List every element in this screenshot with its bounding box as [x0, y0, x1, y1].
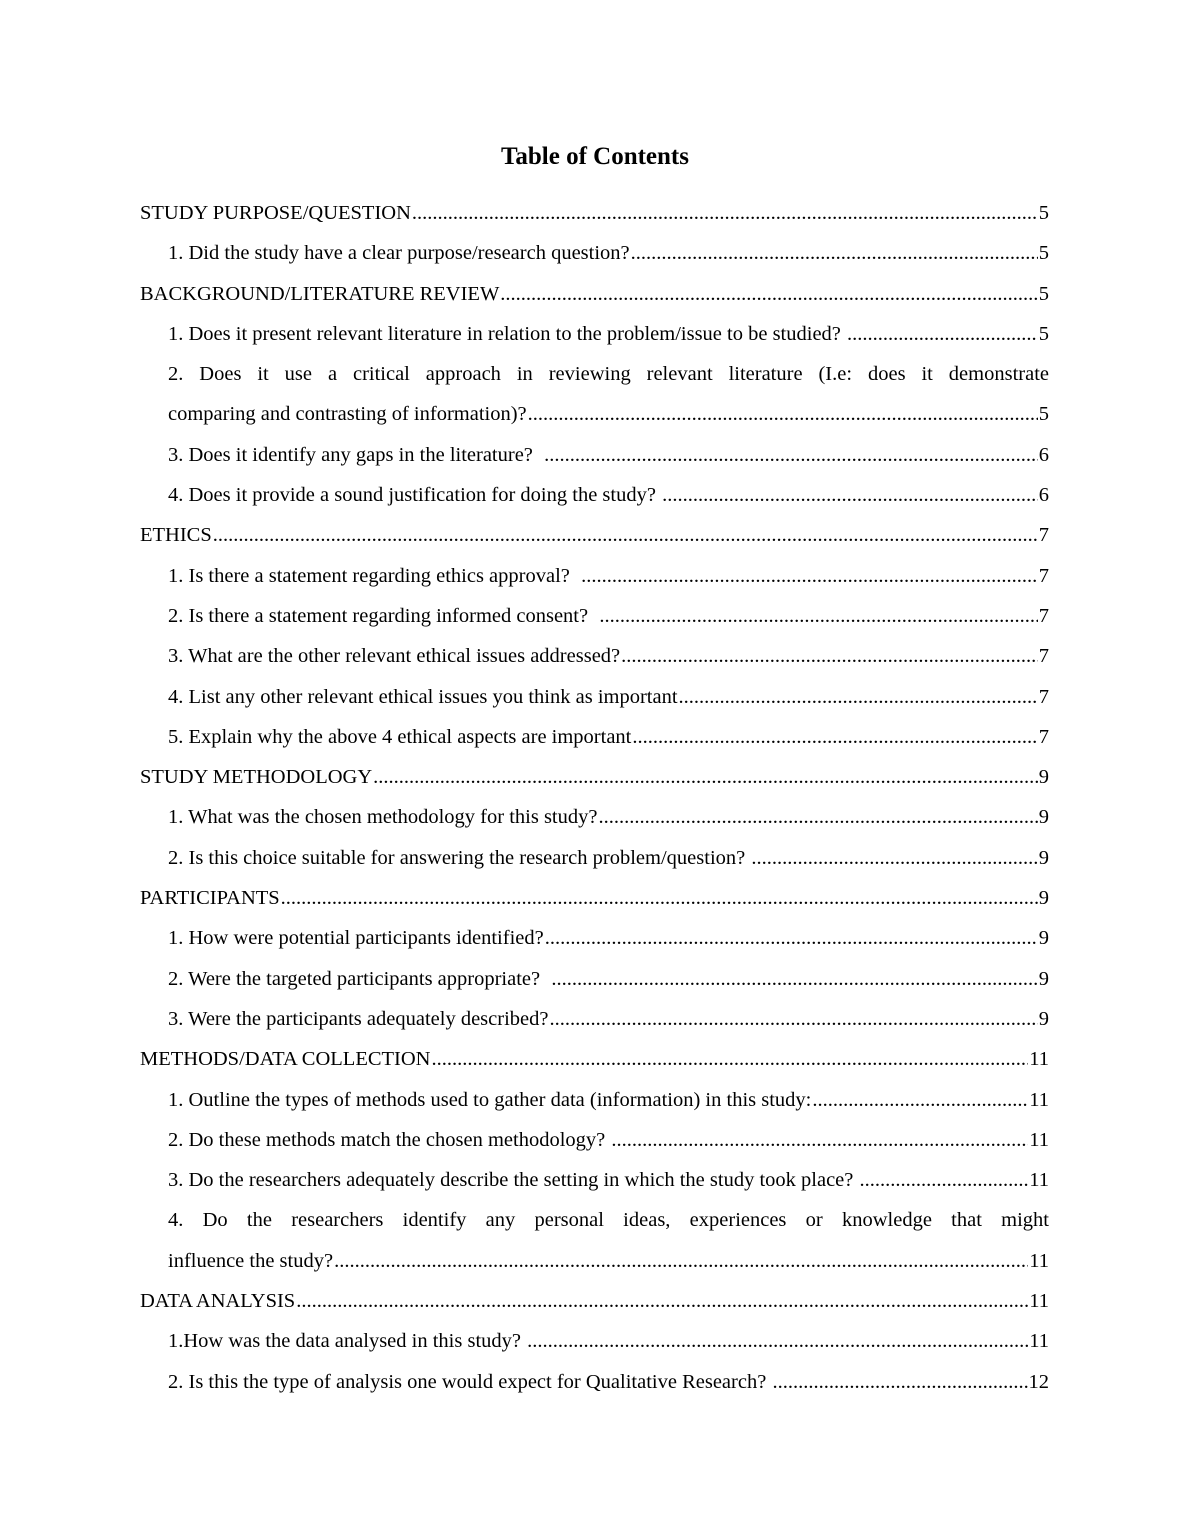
toc-entry-label: 4. Does it provide a sound justification for doing the study? [168, 484, 662, 507]
toc-page-number: 9 [1038, 967, 1049, 990]
toc-page-number: 11 [1029, 1088, 1049, 1111]
toc-entry-label: 2. Is this choice suitable for answering the research problem/question? [168, 846, 751, 869]
toc-page-number: 5 [1038, 282, 1049, 305]
toc-subsection-entry[interactable] [140, 596, 1049, 636]
toc-entry-label-line2: influence the study? [168, 1249, 334, 1272]
toc-page-number: 9 [1038, 846, 1049, 869]
toc-entry-label: 1. Is there a statement regarding ethics approval? [168, 564, 581, 587]
toc-entry-label: METHODS/DATA COLLECTION [140, 1048, 431, 1071]
toc-page-number: 12 [1028, 1370, 1049, 1393]
toc-subsection-entry[interactable] [140, 1160, 1049, 1200]
dot-leader [847, 314, 1038, 354]
dot-leader [544, 435, 1038, 475]
toc-subsection-entry[interactable] [140, 677, 1049, 717]
dot-leader [500, 274, 1037, 314]
dot-leader [431, 1039, 1028, 1079]
toc-page-number: 7 [1038, 604, 1049, 627]
toc-page-number: 5 [1038, 242, 1049, 265]
toc-subsection-entry[interactable] [140, 918, 1049, 958]
toc-page-number: 9 [1038, 766, 1049, 789]
toc-entry-label: DATA ANALYSIS [140, 1290, 296, 1313]
toc-page-number: 11 [1029, 1290, 1049, 1313]
toc-section-entry[interactable] [140, 1039, 1049, 1079]
toc-entry-label: 1. Outline the types of methods used to gather data (information) in this study: [168, 1088, 812, 1111]
dot-leader [281, 878, 1038, 918]
toc-entry-label: STUDY PURPOSE/QUESTION [140, 202, 411, 224]
toc-subsection-entry[interactable] [140, 1080, 1049, 1120]
dot-leader [334, 1241, 1028, 1281]
dot-leader [611, 1120, 1028, 1160]
toc-page-number: 9 [1038, 887, 1049, 910]
toc-page-number: 11 [1029, 1048, 1049, 1071]
toc-page-number: 7 [1038, 564, 1049, 587]
toc-subsection-entry[interactable] [140, 435, 1049, 475]
toc-entry-label: 2. Is there a statement regarding informed consent? [168, 604, 599, 627]
toc-title: Table of Contents [501, 143, 689, 170]
dot-leader [860, 1160, 1029, 1200]
dot-leader [751, 838, 1037, 878]
dot-leader [662, 475, 1038, 515]
toc-section-entry[interactable] [140, 515, 1049, 555]
toc-subsection-entry[interactable] [140, 556, 1049, 596]
toc-page-number: 5 [1038, 202, 1049, 224]
toc-page-number: 11 [1029, 1330, 1049, 1353]
toc-subsection-entry[interactable] [140, 838, 1049, 878]
toc-page-number: 11 [1029, 1169, 1049, 1192]
toc-list [140, 193, 1049, 1402]
toc-entry-label: STUDY METHODOLOGY [140, 766, 373, 789]
toc-page-number: 9 [1038, 1007, 1049, 1030]
toc-entry-label: 3. What are the other relevant ethical issues addressed? [168, 645, 621, 668]
toc-entry[interactable] [140, 1200, 1049, 1281]
toc-entry-label: ETHICS [140, 524, 212, 547]
toc-section-entry[interactable] [140, 274, 1049, 314]
toc-subsection-entry[interactable] [140, 233, 1049, 273]
dot-leader [296, 1281, 1028, 1321]
toc-section-entry[interactable] [140, 1281, 1049, 1321]
dot-leader [527, 1321, 1028, 1361]
toc-page-number: 6 [1038, 443, 1049, 466]
toc-entry-label: 1. What was the chosen methodology for this study? [168, 806, 598, 829]
toc-section-entry[interactable] [140, 757, 1049, 797]
toc-entry-label: 1. Did the study have a clear purpose/research question? [168, 242, 630, 265]
toc-entry[interactable] [140, 354, 1049, 435]
toc-subsection-entry[interactable] [140, 314, 1049, 354]
dot-leader [598, 797, 1037, 837]
toc-subsection-entry[interactable] [140, 1321, 1049, 1361]
toc-page-number: 7 [1038, 524, 1049, 547]
toc-entry-label: 3. Were the participants adequately described? [168, 1007, 549, 1030]
toc-entry-label: 2. Were the targeted participants appropriate? [168, 967, 551, 990]
toc-page-number: 7 [1038, 645, 1049, 668]
toc-entry-label: PARTICIPANTS [140, 887, 280, 910]
dot-leader [373, 757, 1038, 797]
toc-entry-label: 3. Does it identify any gaps in the literature? [168, 443, 544, 466]
toc-entry-label: 1. Does it present relevant literature in relation to the problem/issue to be studied? [168, 322, 847, 345]
dot-leader [679, 677, 1038, 717]
toc-subsection-entry[interactable] [140, 1362, 1049, 1402]
toc-entry-label: 3. Do the researchers adequately describe the setting in which the study took place? [168, 1169, 859, 1192]
dot-leader [412, 193, 1038, 233]
toc-subsection-entry[interactable] [140, 717, 1049, 757]
toc-entry-label: 1. How were potential participants identified? [168, 927, 544, 950]
toc-page-number: 7 [1038, 685, 1049, 708]
toc-page-number: 9 [1038, 806, 1049, 829]
dot-leader [545, 918, 1038, 958]
toc-page-number: 11 [1029, 1128, 1049, 1151]
toc-page-number: 11 [1029, 1249, 1049, 1272]
toc-entry-label: 2. Is this the type of analysis one would expect for Qualitative Research? [168, 1370, 772, 1393]
toc-section-entry[interactable] [140, 193, 1049, 233]
toc-section-entry[interactable] [140, 878, 1049, 918]
toc-entry-label-line2: comparing and contrasting of information)? [168, 403, 527, 426]
dot-leader [528, 394, 1038, 434]
toc-entry-label-line1: 2. Does it use a critical approach in reviewing relevant literature (I.e: does it demonstrate [168, 363, 1049, 386]
toc-page-number: 7 [1038, 725, 1049, 748]
dot-leader [581, 556, 1038, 596]
toc-subsection-entry[interactable] [140, 959, 1049, 999]
toc-page-number: 9 [1038, 927, 1049, 950]
dot-leader [772, 1362, 1027, 1402]
toc-page-number: 5 [1038, 403, 1049, 426]
toc-entry-label: BACKGROUND/LITERATURE REVIEW [140, 282, 500, 305]
dot-leader [213, 515, 1038, 555]
toc-entry-label: 4. List any other relevant ethical issues you think as important [168, 685, 678, 708]
dot-leader [549, 999, 1037, 1039]
dot-leader [812, 1080, 1028, 1120]
toc-entry-label: 1.How was the data analysed in this study? [168, 1330, 527, 1353]
toc-subsection-entry[interactable] [140, 999, 1049, 1039]
dot-leader [621, 636, 1038, 676]
toc-subsection-entry[interactable] [140, 636, 1049, 676]
toc-subsection-entry[interactable] [140, 797, 1049, 837]
dot-leader [599, 596, 1037, 636]
toc-subsection-entry[interactable] [140, 1120, 1049, 1160]
toc-entry-label-line1: 4. Do the researchers identify any personal ideas, experiences or knowledge that might [168, 1209, 1049, 1232]
toc-subsection-entry[interactable] [140, 475, 1049, 515]
dot-leader [631, 233, 1038, 273]
toc-page-number: 5 [1038, 322, 1049, 345]
dot-leader [632, 717, 1037, 757]
toc-entry-label: 5. Explain why the above 4 ethical aspects are important [168, 725, 632, 748]
dot-leader [551, 959, 1037, 999]
toc-page-number: 6 [1038, 484, 1049, 507]
toc-entry-label: 2. Do these methods match the chosen methodology? [168, 1128, 611, 1151]
